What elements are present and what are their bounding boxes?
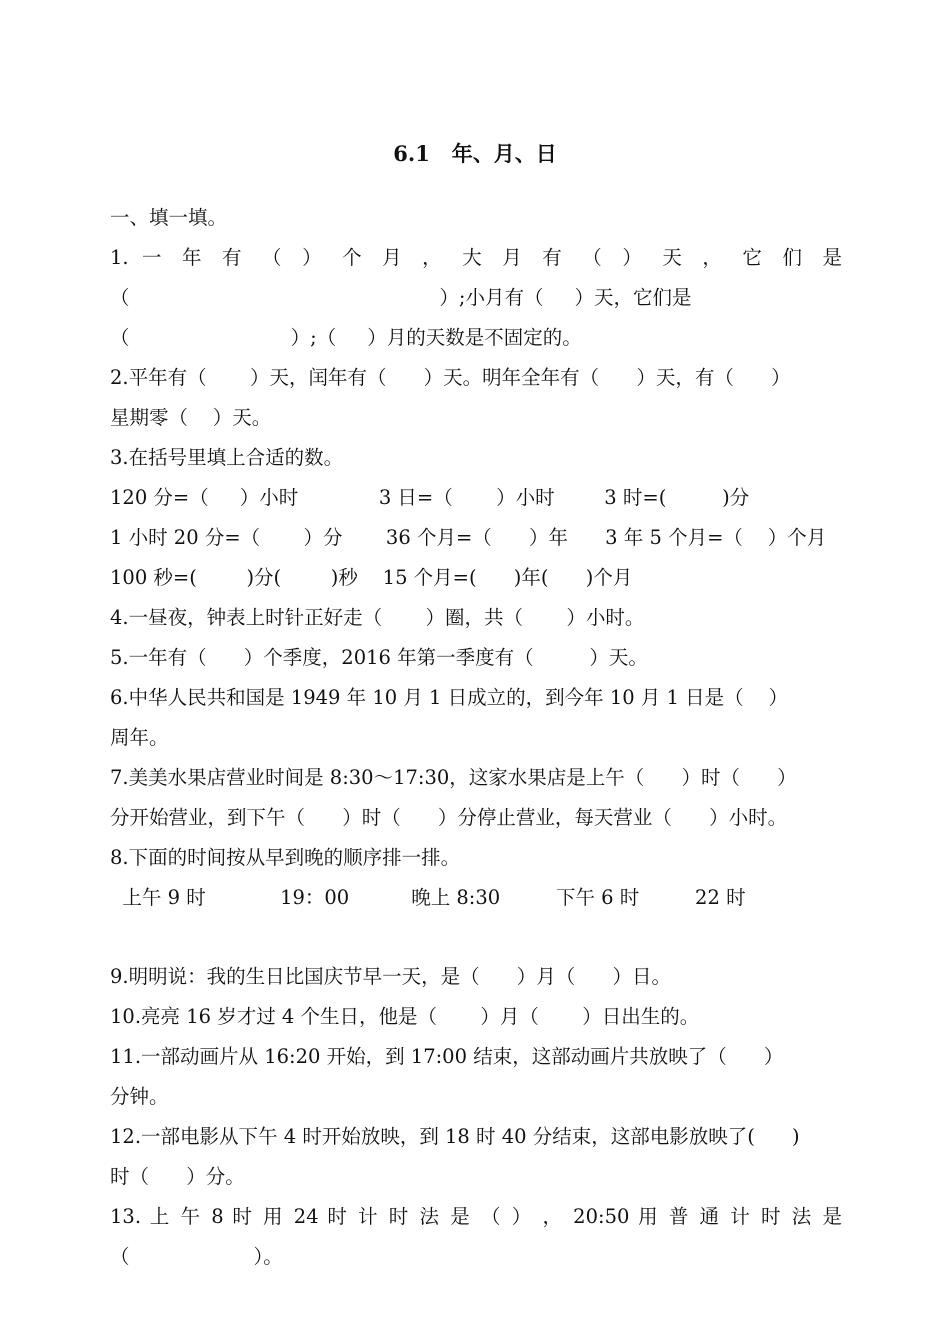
question-9: 9.明明说：我的生日比国庆节早一天，是（ ）月（ ）日。 [110, 965, 671, 988]
question-2-line-2: 星期零（ ）天。 [110, 406, 272, 429]
question-10: 10.亮亮 16 岁才过 4 个生日，他是（ ）月（ ）日出生的。 [110, 1005, 700, 1028]
worksheet-body [110, 198, 842, 1277]
question-12-line-1: 12.一部电影从下午 4 时开始放映，到 18 时 40 分结束，这部电影放映了( ) [110, 1125, 800, 1148]
question-3-row-2: 1 小时 20 分=（ ）分 36 个月=（ ）年 3 年 5 个月=（ ）个月 [110, 526, 827, 549]
question-6-line-1: 6.中华人民共和国是 1949 年 10 月 1 日成立的，到今年 10 月 1 日是（ ） [110, 686, 788, 709]
page-title: 6.1 年、月、日 [393, 141, 557, 166]
question-13-line-2: （ ）。 [110, 1245, 283, 1268]
question-7-line-2: 分开始营业，到下午（ ）时（ ）分停止营业，每天营业（ ）小时。 [110, 806, 788, 829]
question-1-line-2: （ ）;小月有（ ）天，它们是 [110, 286, 692, 309]
question-1-line-1: 1. 一 年 有 （ ） 个 月 ， 大 月 有 （ ） 天 ， 它 们 是 [110, 246, 842, 269]
question-3-heading: 3.在括号里填上合适的数。 [110, 446, 344, 469]
question-8-times: 上午 9 时 19：00 晚上 8:30 下午 6 时 22 时 [110, 886, 746, 909]
blank-gap [110, 918, 842, 957]
question-7-line-1: 7.美美水果店营业时间是 8:30～17:30，这家水果店是上午（ ）时（ ） [110, 766, 797, 789]
section-heading: 一、填一填。 [110, 206, 228, 229]
question-5: 5.一年有（ ）个季度，2016 年第一季度有（ ）天。 [110, 646, 648, 669]
question-3-row-1: 120 分=（ ）小时 3 日=（ ）小时 3 时=( )分 [110, 486, 750, 509]
question-11-line-1: 11.一部动画片从 16:20 开始，到 17:00 结束，这部动画片共放映了（ ） [110, 1045, 784, 1068]
question-12-line-2: 时（ ）分。 [110, 1165, 245, 1188]
question-2-line-1: 2.平年有（ ）天，闰年有（ ）天。明年全年有（ ）天，有（ ） [110, 366, 791, 389]
question-8-heading: 8.下面的时间按从早到晚的顺序排一排。 [110, 846, 461, 869]
question-3-row-3: 100 秒=( )分( )秒 15 个月=( )年( )个月 [110, 566, 633, 589]
question-13-line-1: 13. 上 午 8 时 用 24 时 计 时 法 是 （ ） ， 20:50 用 普 通 计 时 法 是 [110, 1205, 842, 1228]
question-1-line-3: （ ）;（ ）月的天数是不固定的。 [110, 326, 582, 349]
question-11-line-2: 分钟。 [110, 1085, 169, 1108]
question-6-line-2: 周年。 [110, 726, 169, 749]
question-4: 4.一昼夜，钟表上时针正好走（ ）圈，共（ ）小时。 [110, 606, 645, 629]
